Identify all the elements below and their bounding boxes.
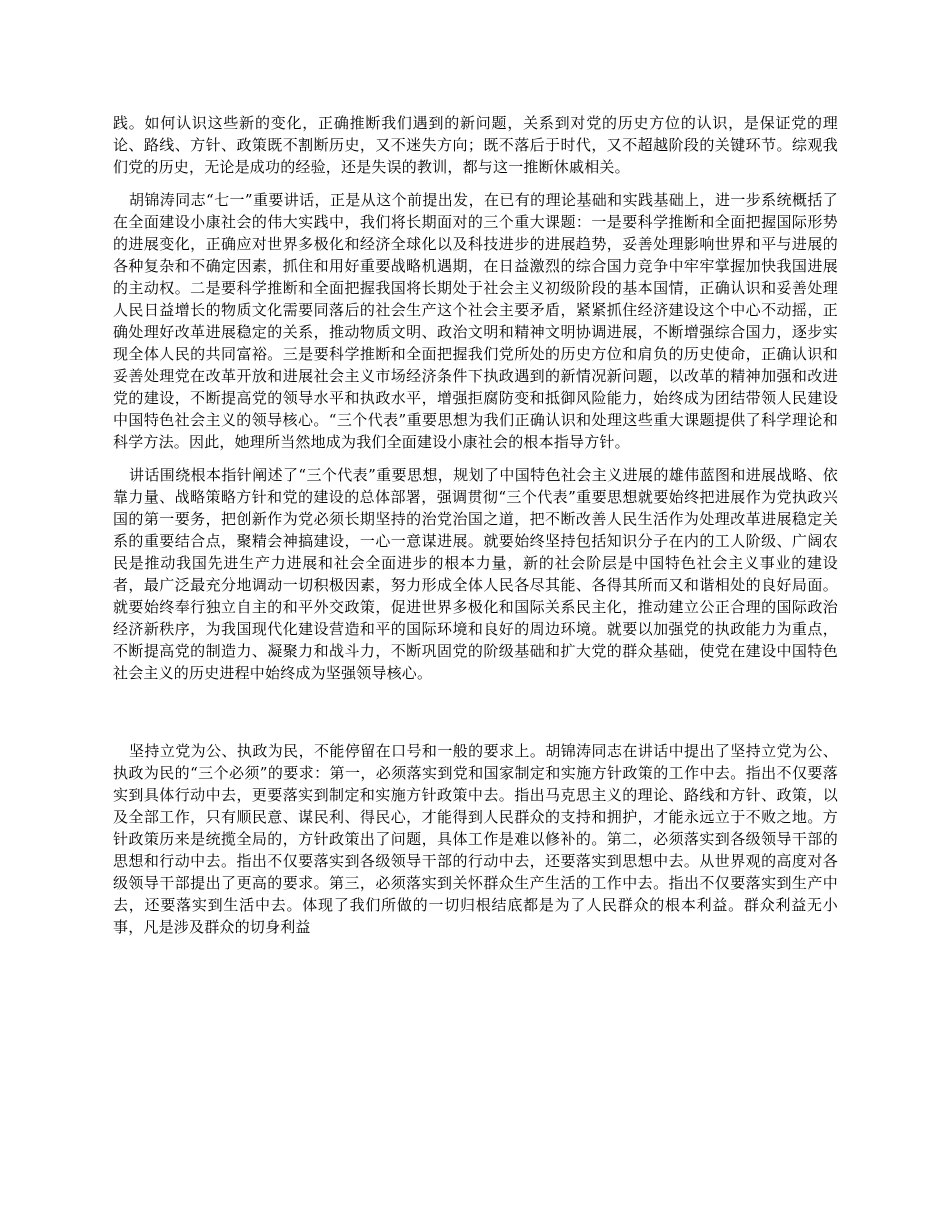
paragraph-1: 践。如何认识这些新的变化，正确推断我们遇到的新问题，关系到对党的历史方位的认识，是保证党的理论、路线、方针、政策既不割断历史，又不迷失方向；既不落后于时代，又不超越阶段的关键环节。综观我们党的历史，无论是成功的经验，还是失误的教训，都与这一推断休戚相关。 bbox=[113, 114, 838, 176]
paragraph-spacer bbox=[113, 178, 838, 189]
document-page bbox=[113, 112, 838, 938]
section-spacer bbox=[113, 684, 838, 740]
paragraph-3: 讲话围绕根本指针阐述了“三个代表”重要思想，规划了中国特色社会主义进展的雄伟蓝图和进展战略、依靠力量、战略策略方针和党的建设的总体部署，强调贯彻“三个代表”重要思想就要始终把进展作为党执政兴国的第一要务，把创新作为党必须长期坚持的治党治国之道，把不断改善人民生活作为处理改革进展稳定关系的重要结合点，聚精会神搞建设，一心一意谋进展。就要始终坚持包括知识分子在内的工人阶级、广阔农民是推动我国先进生产力进展和社会全面进步的根本力量，新的社会阶层是中国特色社会主义事业的建设者，最广泛最充分地调动一切积极因素，努力形成全体人民各尽其能、各得其所而又和谐相处的良好局面。就要始终奉行独立自主的和平外交政策，促进世界多极化和国际关系民主化，推动建立公正合理的国际政治经济新秩序，为我国现代化建设营造和平的国际环境和良好的周边环境。就要以加强党的执政能力为重点，不断提高党的制造力、凝聚力和战斗力，不断巩固党的阶级基础和扩大党的群众基础，使党在建设中国特色社会主义的历史进程中始终成为坚强领导核心。 bbox=[113, 466, 838, 682]
paragraph-spacer bbox=[113, 453, 838, 464]
paragraph-2: 胡锦涛同志“七一”重要讲话，正是从这个前提出发，在已有的理论基础和实践基础上，进一步系统概括了在全面建设小康社会的伟大实践中，我们将长期面对的三个重大课题：一是要科学推断和全面把握国际形势的进展变化，正确应对世界多极化和经济全球化以及科技进步的进展趋势，妥善处理影响世界和平与进展的各种复杂和不确定因素，抓住和用好重要战略机遇期，在日益激烈的综合国力竞争中牢牢掌握加快我国进展的主动权。二是要科学推断和全面把握我国将长期处于社会主义初级阶段的基本国情，正确认识和妥善处理人民日益增长的物质文化需要同落后的社会生产这个社会主要矛盾，紧紧抓住经济建设这个中心不动摇，正确处理好改革进展稳定的关系，推动物质文明、政治文明和精神文明协调进展，不断增强综合国力，逐步实现全体人民的共同富裕。三是要科学推断和全面把握我们党所处的历史方位和肩负的历史使命，正确认识和妥善处理党在改革开放和进展社会主义市场经济条件下执政遇到的新情况新问题，以改革的精神加强和改进党的建设，不断提高党的领导水平和执政水平，增强拒腐防变和抵御风险能力，始终成为团结带领人民建设中国特色社会主义的领导核心。“三个代表”重要思想为我们正确认识和处理这些重大课题提供了科学理论和科学方法。因此，她理所当然地成为我们全面建设小康社会的根本指导方针。 bbox=[113, 191, 838, 451]
paragraph-4: 坚持立党为公、执政为民，不能停留在口号和一般的要求上。胡锦涛同志在讲话中提出了坚持立党为公、执政为民的“三个必须”的要求：第一，必须落实到党和国家制定和实施方针政策的工作中去。指出不仅要落实到具体行动中去，更要落实到制定和实施方针政策中去。指出马克思主义的理论、路线和方针、政策，以及全部工作，只有顺民意、谋民利、得民心，才能得到人民群众的支持和拥护，才能永远立于不败之地。方针政策历来是统揽全局的，方针政策出了问题，具体工作是难以修补的。第二，必须落实到各级领导干部的思想和行动中去。指出不仅要落实到各级领导干部的行动中去，还要落实到思想中去。从世界观的高度对各级领导干部提出了更高的要求。第三，必须落实到关怀群众生产生活的工作中去。指出不仅要落实到生产中去，还要落实到生活中去。体现了我们所做的一切归根结底都是为了人民群众的根本利益。群众利益无小事，凡是涉及群众的切身利益 bbox=[113, 742, 838, 936]
